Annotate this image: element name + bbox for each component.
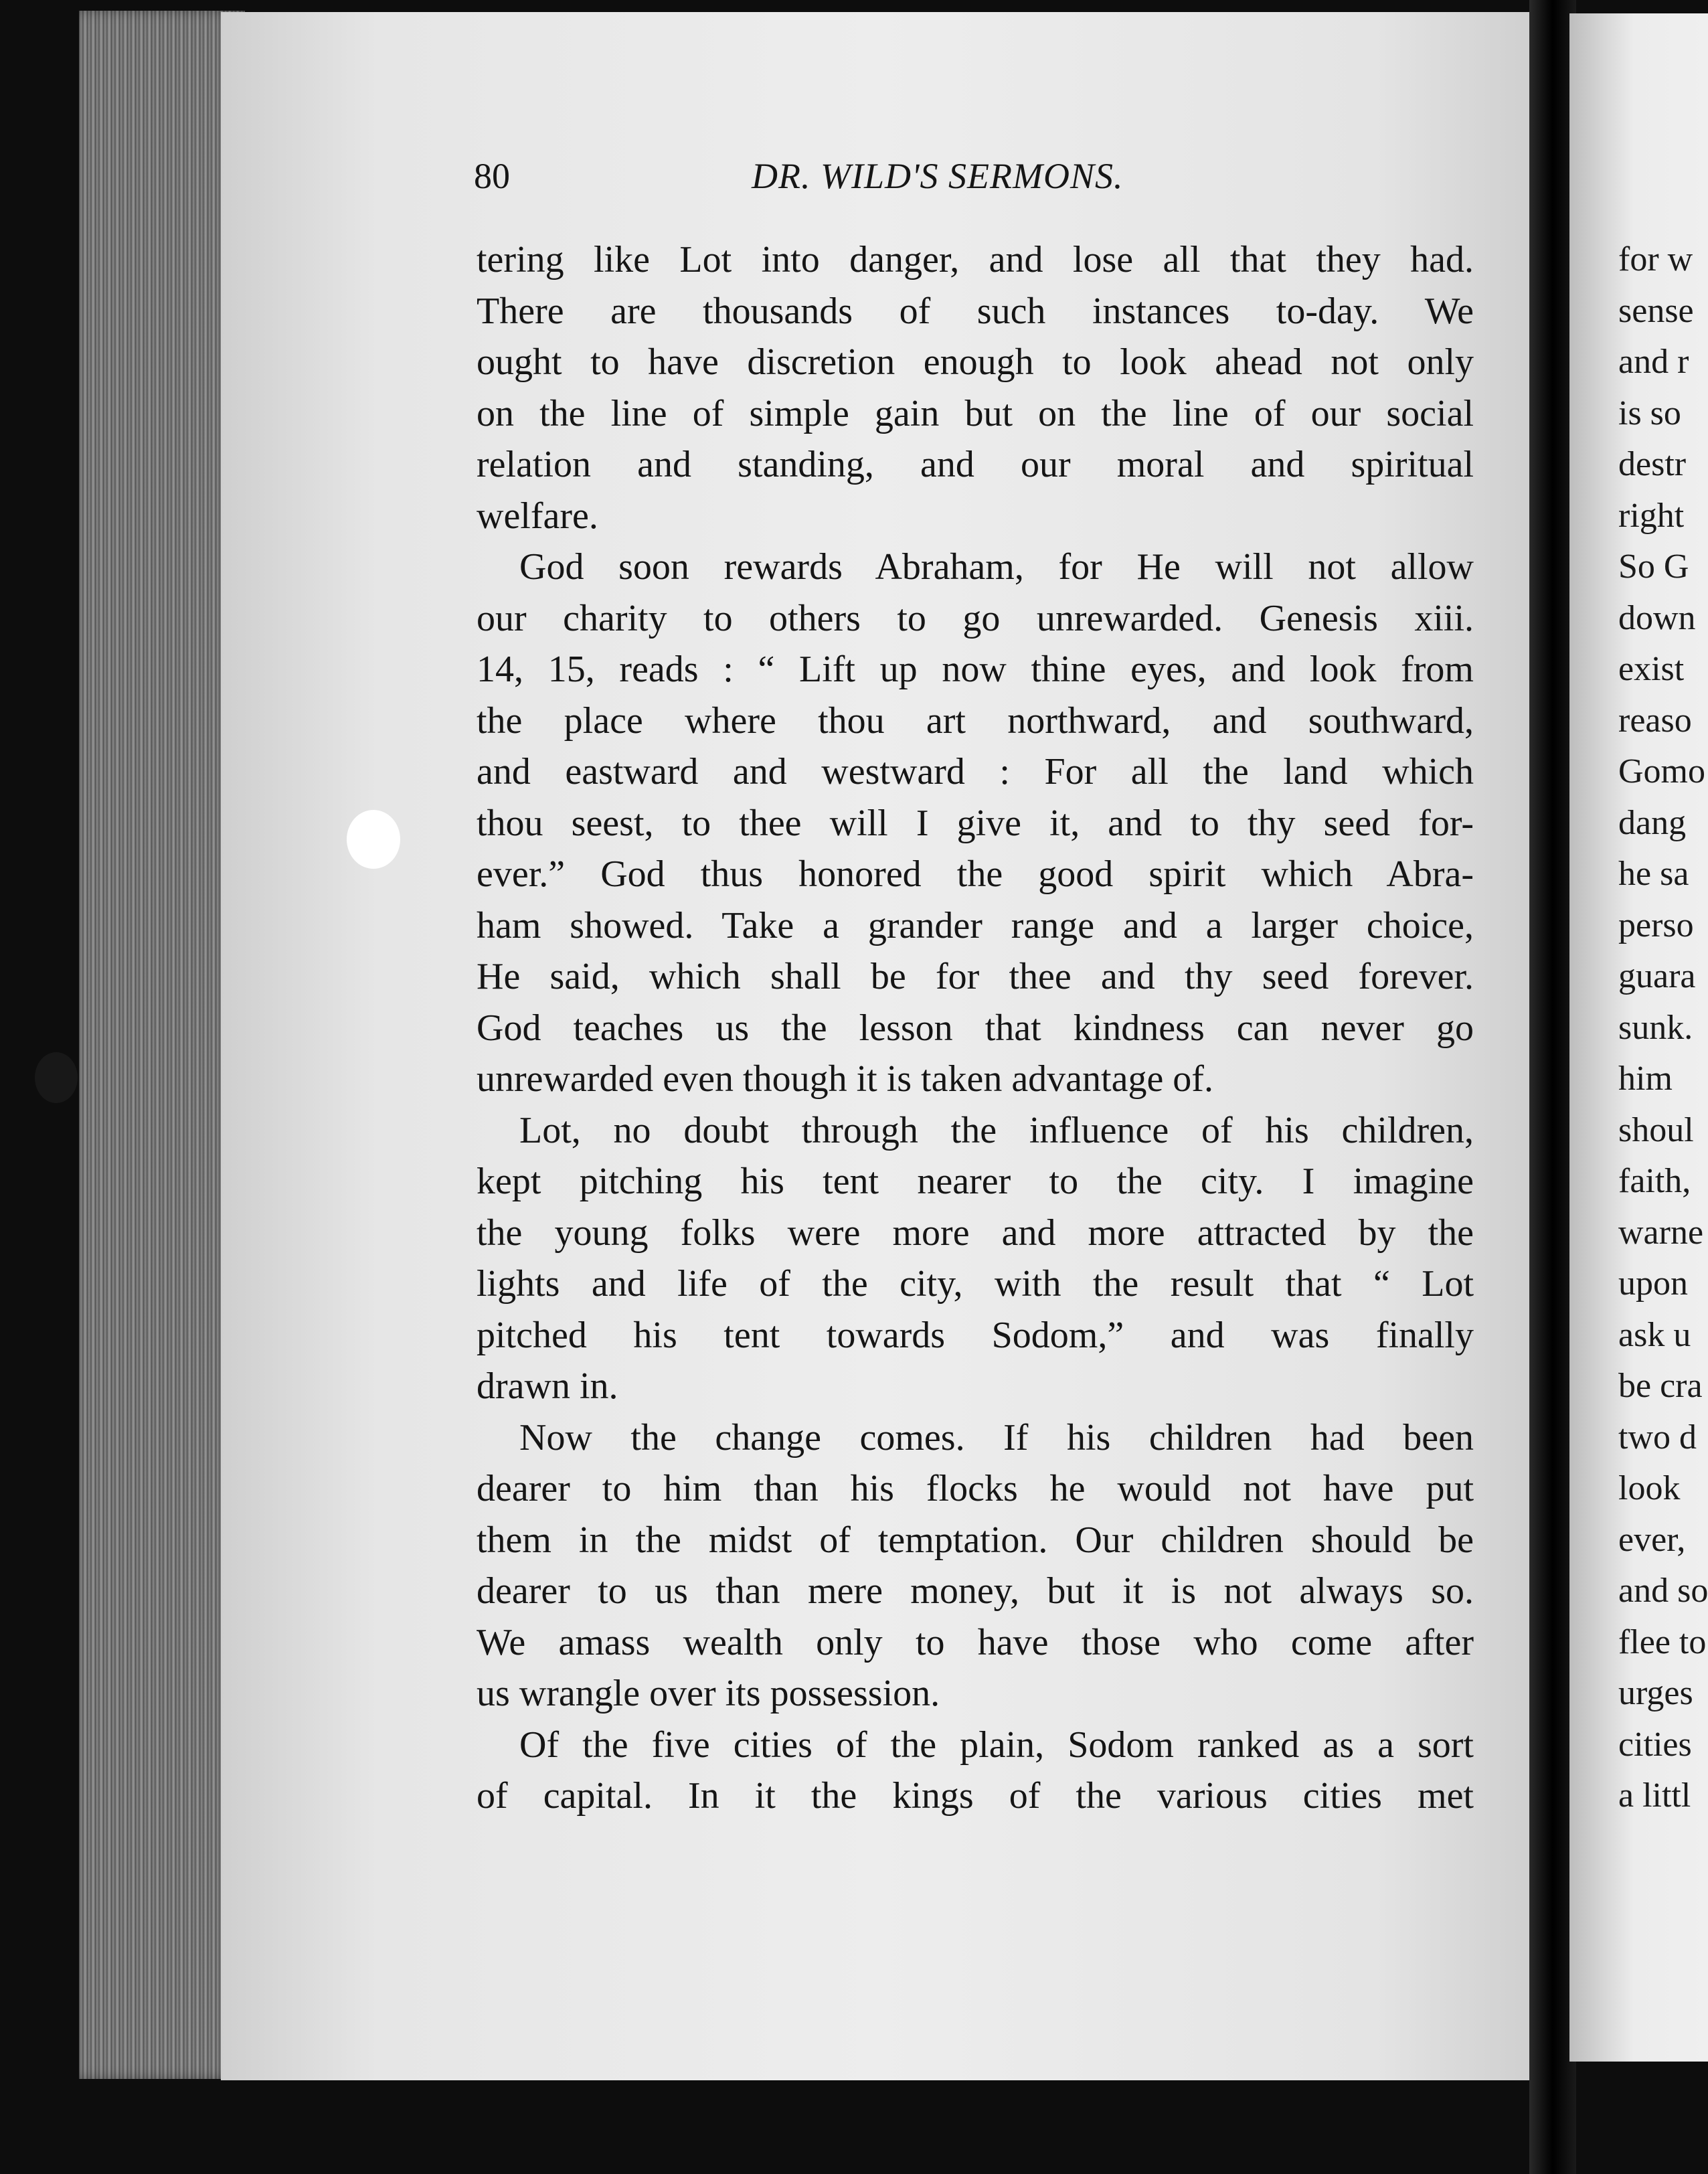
facing-text-fragment: faith, <box>1618 1162 1691 1200</box>
facing-text-fragment: and so <box>1618 1572 1708 1610</box>
text-line: welfare. <box>477 495 598 537</box>
text-line: of capital. In it the kings of the various cities met <box>477 1775 1474 1817</box>
text-line: ever.” God thus honored the good spirit which Abra- <box>477 853 1474 895</box>
facing-text-fragment: dang <box>1618 803 1687 842</box>
facing-text-fragment: shoul <box>1618 1110 1694 1149</box>
facing-text-fragment: exist <box>1618 650 1685 688</box>
text-line: There are thousands of such instances to-day. We <box>477 290 1474 332</box>
facing-text-fragment: and r <box>1618 343 1689 381</box>
facing-text-fragment: guara <box>1618 957 1696 995</box>
facing-text-fragment: flee to <box>1618 1622 1707 1661</box>
facing-text-fragment: destr <box>1618 445 1687 483</box>
text-line: 14, 15, reads : “ Lift up now thine eyes, and look from <box>477 649 1474 690</box>
facing-text-fragment: he sa <box>1618 855 1689 893</box>
page-edges <box>79 11 245 2079</box>
text-line: tering like Lot into danger, and lose all that they had. <box>477 239 1474 280</box>
text-line: kept pitching his tent nearer to the city. I imagine <box>477 1161 1474 1202</box>
running-title: DR. WILD'S SERMONS. <box>752 156 1124 196</box>
text-line: We amass wealth only to have those who come after <box>477 1621 1474 1663</box>
page-number: 80 <box>474 156 510 196</box>
text-line: thou seest, to thee will I give it, and to thy seed for- <box>477 802 1474 844</box>
text-line: on the line of simple gain but on the line of our social <box>477 392 1474 434</box>
facing-text-fragment: upon <box>1618 1264 1688 1303</box>
facing-text-fragment: him <box>1618 1060 1673 1098</box>
text-line: and eastward and westward : For all the land which <box>477 751 1474 792</box>
paper-blemish <box>347 810 400 869</box>
facing-text-fragment: ever, <box>1618 1520 1686 1559</box>
text-line: drawn in. <box>477 1365 618 1407</box>
paragraph-start: Now the change comes. If his children had been <box>519 1416 1474 1458</box>
facing-text-fragment: for w <box>1618 240 1693 278</box>
text-line: relation and standing, and our moral and spiritual <box>477 444 1474 485</box>
paragraph-start: God soon rewards Abraham, for He will not allow <box>519 546 1474 588</box>
facing-text-fragment: look <box>1618 1469 1681 1507</box>
text-line: the young folks were more and more attracted by the <box>477 1211 1474 1254</box>
text-line: the place where thou art northward, and southward, <box>477 699 1474 742</box>
paragraph-start: Of the five cities of the plain, Sodom ranked as a sort <box>519 1724 1474 1766</box>
text-line: unrewarded even though it is taken advantage of. <box>477 1058 1213 1100</box>
facing-text-fragment: perso <box>1618 906 1694 944</box>
facing-text-fragment: warne <box>1618 1213 1704 1252</box>
running-head <box>474 155 1203 209</box>
facing-text-fragment: sunk. <box>1618 1008 1693 1047</box>
text-line: us wrangle over its possession. <box>477 1673 940 1714</box>
facing-text-fragment: Gomo <box>1618 752 1705 790</box>
facing-text-fragment: cities <box>1618 1725 1692 1764</box>
facing-text-fragment: down <box>1618 598 1696 637</box>
text-line: He said, which shall be for thee and thy seed forever. <box>477 956 1474 997</box>
paragraph-start: Lot, no doubt through the influence of his children, <box>519 1109 1474 1151</box>
body-text <box>477 234 1474 1822</box>
text-line: God teaches us the lesson that kindness can never go <box>477 1007 1474 1049</box>
text-line: dearer to us than mere money, but it is not always so. <box>477 1570 1474 1612</box>
text-line: dearer to him than his flocks he would not have put <box>477 1468 1474 1509</box>
text-line: them in the midst of temptation. Our children should be <box>477 1519 1474 1561</box>
text-line: ought to have discretion enough to look ahead not only <box>477 341 1474 383</box>
facing-text-fragment: two d <box>1618 1418 1697 1456</box>
text-line: lights and life of the city, with the result that “ Lot <box>477 1263 1474 1305</box>
text-line: our charity to others to go unrewarded. Genesis xiii. <box>477 597 1474 639</box>
facing-text-fragment: So G <box>1618 548 1689 586</box>
text-line: pitched his tent towards Sodom,” and was finally <box>477 1314 1474 1356</box>
facing-text-fragment: is so <box>1618 394 1681 432</box>
facing-text-fragment: urges <box>1618 1674 1693 1712</box>
facing-text-fragment: a littl <box>1618 1776 1691 1815</box>
facing-page-text <box>1618 234 1708 1822</box>
text-line: ham showed. Take a grander range and a larger choice, <box>477 904 1474 946</box>
facing-text-fragment: sense <box>1618 291 1694 330</box>
facing-text-fragment: be cra <box>1618 1367 1703 1405</box>
margin-blemish <box>35 1052 78 1103</box>
facing-text-fragment: right <box>1618 496 1685 535</box>
facing-text-fragment: ask u <box>1618 1315 1691 1354</box>
facing-text-fragment: reaso <box>1618 701 1692 740</box>
